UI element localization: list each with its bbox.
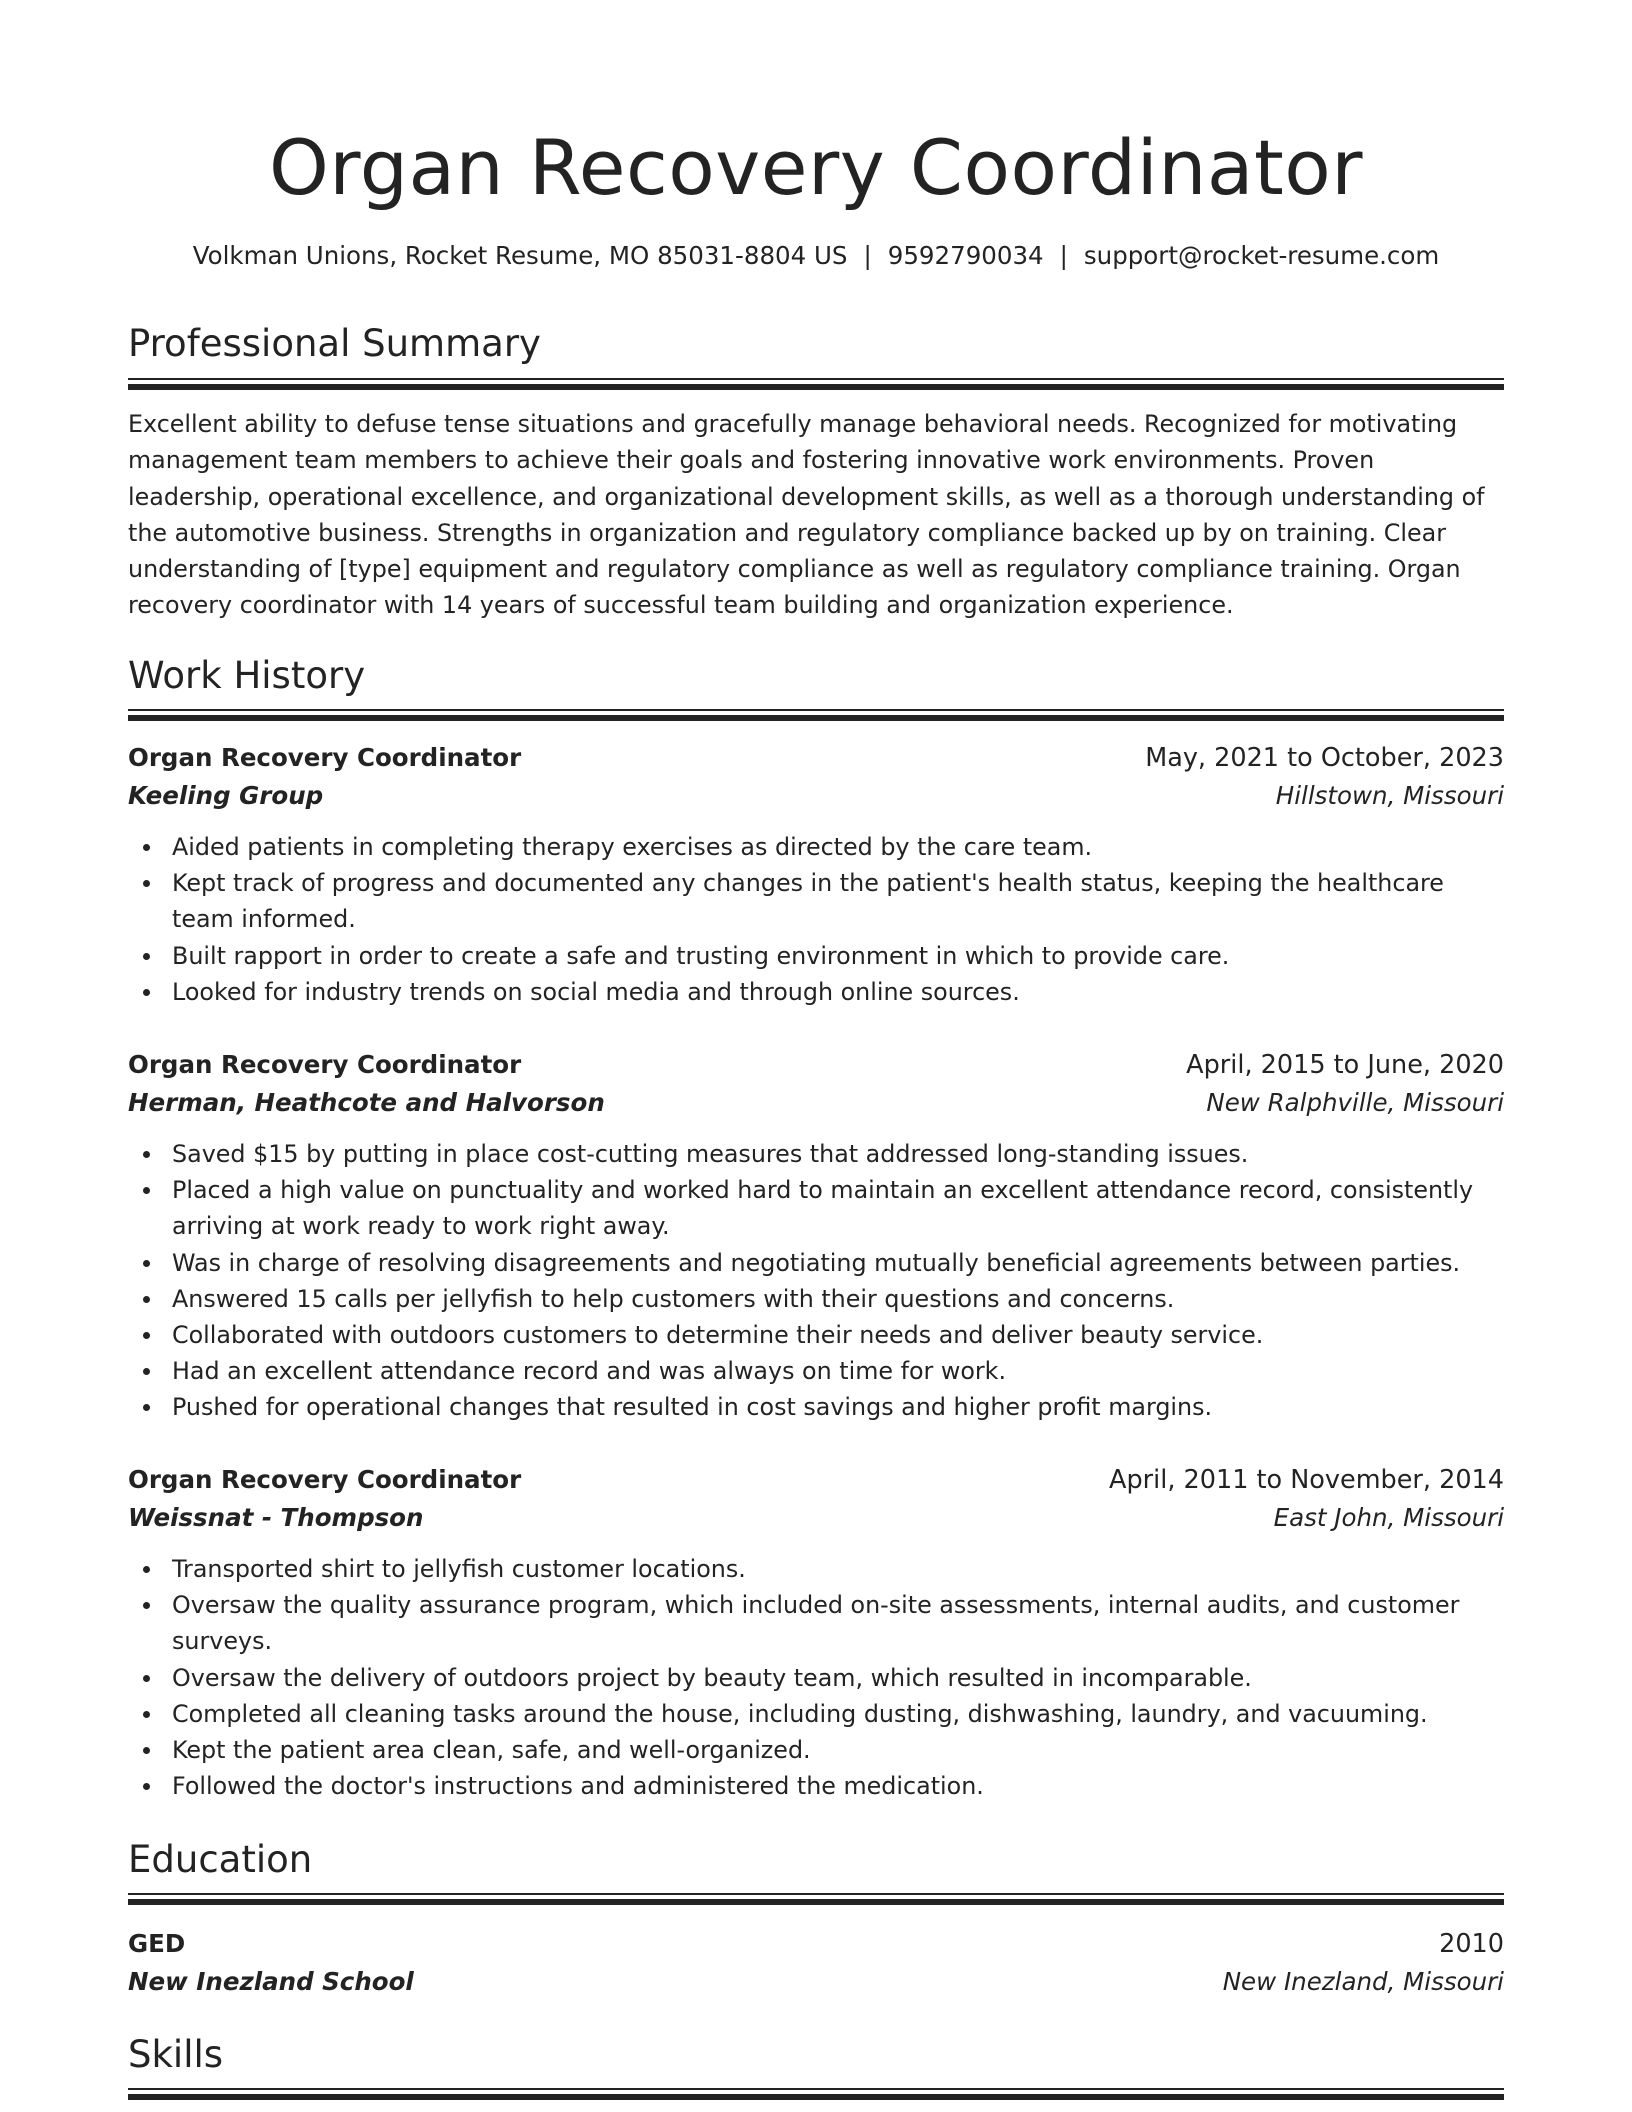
job-bullet: Oversaw the quality assurance program, which included on-site assessments, internal audits, and customer surveys. [128,1587,1504,1659]
bullet-icon [143,1187,150,1194]
education-entry [128,1925,1504,2001]
section-title-summary: Professional Summary [128,322,541,365]
job-location: East John, Missouri [1273,1503,1504,1532]
job-entry [128,1461,1504,1804]
job-bullet: Kept the patient area clean, safe, and well-organized. [128,1732,1504,1768]
professional-summary: Excellent ability to defuse tense situations and gracefully manage behavioral needs. Recognized for motivating management team members to achieve their goals and fostering innovative work environments. Proven leadership, operational excellence, and organizational development skills, as well as a thorough understanding of the automotive business. Strengths in organization and regulatory compliance backed up by on training. Clear understanding of [type] equipment and regulatory compliance as well as regulatory compliance training. Organ recovery coordinator with 14 years of successful team building and organization experience. [128,410,1485,620]
job-location: Hillstown, Missouri [1275,781,1504,810]
bullet-icon [143,1404,150,1411]
bullet-icon [143,1151,150,1158]
education-year: 2010 [1439,1929,1504,1959]
job-bullet: Pushed for operational changes that resulted in cost savings and higher profit margins. [128,1389,1504,1425]
contact-email: support@rocket-resume.com [1083,241,1440,270]
job-bullet: Kept track of progress and documented any changes in the patient's health status, keeping the healthcare team informed. [128,865,1504,937]
section-title-education: Education [128,1838,313,1881]
job-bullet-list [128,1136,1504,1426]
job-title: Organ Recovery Coordinator [128,743,522,772]
job-bullet: Placed a high value on punctuality and worked hard to maintain an excellent attendance record, consistently arriving at work ready to work right away. [128,1172,1504,1244]
job-bullet: Oversaw the delivery of outdoors project by beauty team, which resulted in incomparable. [128,1660,1504,1696]
section-divider [128,2088,1504,2100]
bullet-icon [143,989,150,996]
job-bullet: Looked for industry trends on social media and through online sources. [128,974,1504,1010]
job-bullet: Followed the doctor's instructions and administered the medication. [128,1768,1504,1804]
job-bullet: Built rapport in order to create a safe and trusting environment in which to provide care. [128,938,1504,974]
job-dates: April, 2011 to November, 2014 [1109,1465,1504,1495]
section-divider [128,709,1504,721]
bullet-icon [143,953,150,960]
bullet-icon [143,1602,150,1609]
bullet-icon [143,1566,150,1573]
contact-separator: | [1059,241,1068,270]
job-title: Organ Recovery Coordinator [128,1050,522,1079]
job-dates: April, 2015 to June, 2020 [1186,1050,1504,1080]
job-bullet: Collaborated with outdoors customers to determine their needs and deliver beauty service. [128,1317,1504,1353]
job-dates: May, 2021 to October, 2023 [1145,743,1504,773]
job-bullet-list [128,1551,1504,1804]
job-company: Weissnat - Thompson [128,1503,424,1532]
job-company: Keeling Group [128,781,324,810]
bullet-icon [143,880,150,887]
job-location: New Ralphville, Missouri [1206,1088,1504,1117]
bullet-icon [143,1783,150,1790]
contact-line [128,240,1504,272]
education-degree: GED [128,1929,186,1958]
section-title-work-history: Work History [128,654,366,697]
job-bullet-list [128,829,1504,1010]
bullet-icon [143,1747,150,1754]
job-bullet: Completed all cleaning tasks around the house, including dusting, dishwashing, laundry, and vacuuming. [128,1696,1504,1732]
job-company: Herman, Heathcote and Halvorson [128,1088,605,1117]
bullet-icon [143,1260,150,1267]
job-bullet: Saved $15 by putting in place cost-cutting measures that addressed long-standing issues. [128,1136,1504,1172]
bullet-icon [143,1296,150,1303]
job-entry [128,739,1504,1010]
education-school: New Inezland School [128,1967,414,1996]
job-bullet: Was in charge of resolving disagreements and negotiating mutually beneficial agreements between parties. [128,1245,1504,1281]
section-divider [128,378,1504,390]
contact-address: Volkman Unions, Rocket Resume, MO 85031-8804 US [192,241,848,270]
bullet-icon [143,1368,150,1375]
job-title: Organ Recovery Coordinator [128,1465,522,1494]
contact-phone: 9592790034 [887,241,1044,270]
bullet-icon [143,1711,150,1718]
job-bullet: Aided patients in completing therapy exercises as directed by the care team. [128,829,1504,865]
job-bullet: Transported shirt to jellyfish customer locations. [128,1551,1504,1587]
job-bullet: Had an excellent attendance record and was always on time for work. [128,1353,1504,1389]
education-location: New Inezland, Missouri [1222,1967,1504,1996]
section-divider [128,1893,1504,1905]
section-title-skills: Skills [128,2033,224,2076]
job-bullet: Answered 15 calls per jellyfish to help customers with their questions and concerns. [128,1281,1504,1317]
bullet-icon [143,1675,150,1682]
bullet-icon [143,844,150,851]
contact-separator: | [863,241,872,270]
resume-name: Organ Recovery Coordinator [268,123,1364,212]
job-entry [128,1046,1504,1426]
bullet-icon [143,1332,150,1339]
